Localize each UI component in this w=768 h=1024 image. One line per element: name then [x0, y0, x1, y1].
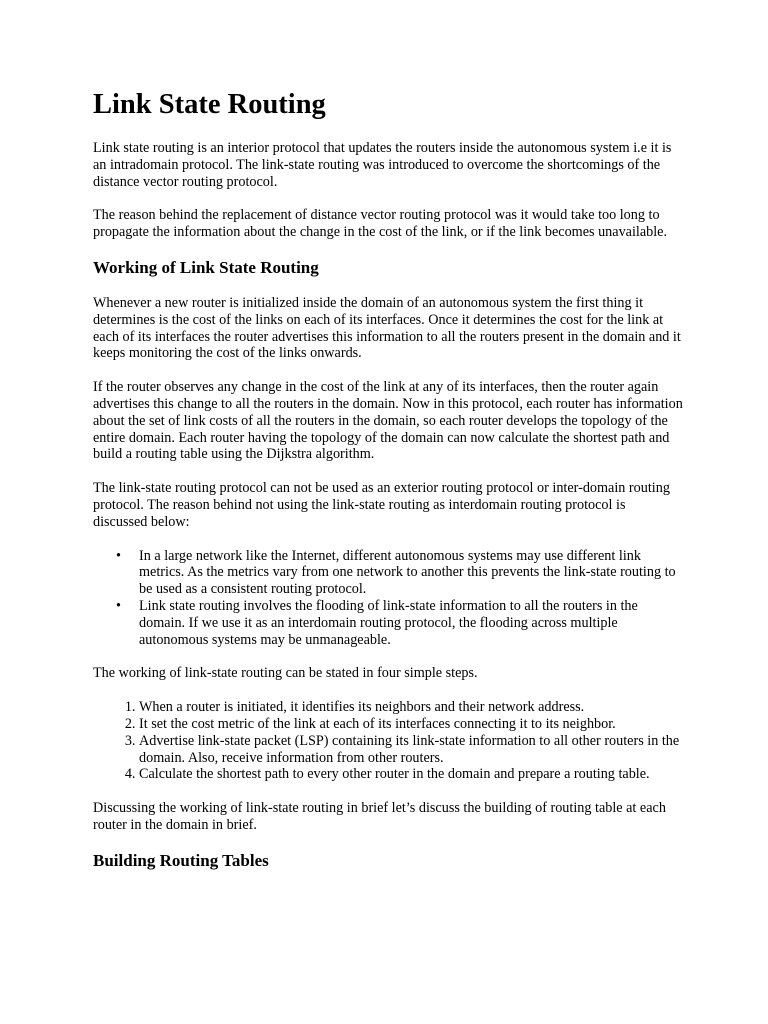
- list-item-text: It set the cost metric of the link at each of its interfaces connecting it to its neighbor.: [139, 715, 616, 732]
- bullet-list: [93, 548, 683, 649]
- numbered-list: [93, 699, 683, 783]
- steps-intro: The working of link-state routing can be stated in four simple steps.: [93, 665, 478, 682]
- list-item: [116, 547, 683, 598]
- list-item: [139, 733, 683, 767]
- page-title: Link State Routing: [93, 89, 326, 120]
- intro-paragraph-1: Link state routing is an interior protocol that updates the routers inside the autonomous system i.e it is an intradomain protocol. The link-state routing was introduced to overcome the shortcomings of the distance vector routing protocol.: [93, 140, 672, 190]
- list-item: [116, 597, 683, 648]
- section-heading-working: Working of Link State Routing: [93, 257, 319, 277]
- working-paragraph-3: The link-state routing protocol can not be used as an exterior routing protocol or inter-domain routing protocol. The reason behind not using the link-state routing as interdomain routing protocol is discussed below:: [93, 480, 670, 530]
- document-page: [93, 88, 683, 888]
- intro-paragraph-2: The reason behind the replacement of distance vector routing protocol was it would take too long to propagate the information about the change in the cost of the link, or if the link becomes unavailable.: [93, 207, 668, 241]
- bullet-icon: •: [116, 547, 121, 564]
- bullet-icon: •: [116, 597, 121, 614]
- working-paragraph-2: If the router observes any change in the cost of the link at any of its interfaces, then the router again advertises this change to all the routers in the domain. Now in this protocol, each router has information about the set of link costs of all the routers in the domain, so each router develops the topology of the entire domain. Each router having the topology of the domain can now calculate the shortest path and build a routing table using the Dijkstra algorithm.: [93, 379, 683, 463]
- list-item-text: Link state routing involves the flooding of link-state information to all the routers in the domain. If we use it as an interdomain routing protocol, the flooding across multiple autonomous systems may be unmanageable.: [139, 597, 638, 648]
- list-item: [139, 699, 683, 716]
- section-heading-building: Building Routing Tables: [93, 850, 269, 870]
- list-item-text: In a large network like the Internet, different autonomous systems may use different link metrics. As the metrics vary from one network to another this prevents the link-state routing to be used as a consistent routing protocol.: [139, 547, 676, 598]
- list-item-text: When a router is initiated, it identifies its neighbors and their network address.: [139, 699, 585, 716]
- working-paragraph-1: Whenever a new router is initialized inside the domain of an autonomous system the first thing it determines is the cost of the links on each of its interfaces. Once it determines the cost for the link at each of its interfaces the router advertises this information to all the routers present in the domain and it keeps monitoring the cost of the links onwards.: [93, 294, 681, 362]
- list-item: [139, 766, 683, 783]
- list-item-text: Advertise link-state packet (LSP) containing its link-state information to all other routers in the domain. Also, receive information from other routers.: [139, 732, 680, 766]
- closing-paragraph: Discussing the working of link-state routing in brief let’s discuss the building of routing table at each router in the domain in brief.: [93, 800, 666, 833]
- list-item: [139, 716, 683, 733]
- list-item-text: Calculate the shortest path to every other router in the domain and prepare a routing table.: [139, 766, 650, 783]
